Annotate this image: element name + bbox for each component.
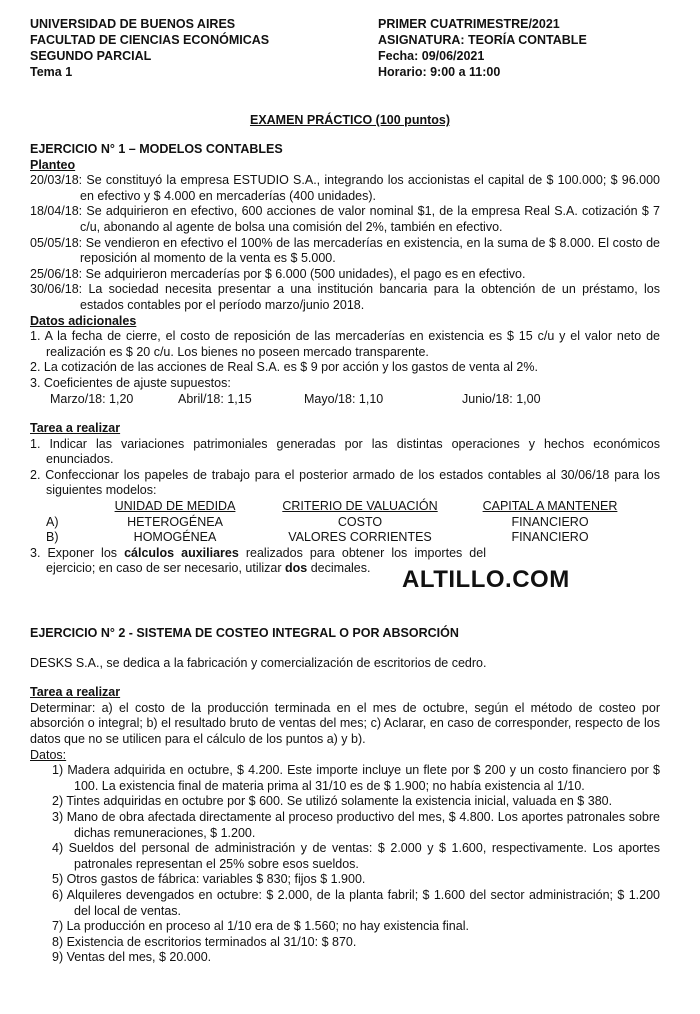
datos-item: 5) Otros gastos de fábrica: variables $ 830; fijos $ 1.900. xyxy=(52,872,366,887)
datos-item: 7) La producción en proceso al 1/10 era de $ 1.560; no hay existencia final. xyxy=(52,919,469,934)
subject: ASIGNATURA: TEORÍA CONTABLE xyxy=(378,33,587,47)
model-row: B) HOMOGÉNEA VALORES CORRIENTES FINANCIERO xyxy=(46,530,589,545)
col-capital: CAPITAL A MANTENER xyxy=(482,499,618,514)
datos-item: 3) Mano de obra afectada directamente al proceso productivo del mes, $ 4.800. Los aportes patronales sobre dichas remuneraciones, $ 1.200. xyxy=(52,809,660,840)
header-right xyxy=(378,16,587,80)
tarea-text: Determinar: a) el costo de la producción terminada en el mes de octubre, según el método de costeo por absorción o integral; b) el resultado bruto de ventas del mes; c) Aclarar, en caso de corresponder, respecto de los datos que no se utilicen para el cálculo de los puntos a) y b). xyxy=(30,700,660,746)
university-name: UNIVERSIDAD DE BUENOS AIRES xyxy=(30,17,236,31)
tarea-item-3: 3. Exponer los cálculos auxiliares realizados para obtener los importes del ejercicio; en caso de ser necesario, utilizar dos decimales. xyxy=(30,545,486,576)
coefficients-row xyxy=(30,392,660,408)
header-left xyxy=(30,16,269,80)
datos-item: 8) Existencia de escritorios terminados al 31/10: $ 870. xyxy=(52,934,357,949)
coef-june: Junio/18: 1,00 xyxy=(462,391,541,406)
planteo-item: 18/04/18: Se adquirieron en efectivo, 600 acciones de valor nominal $1, de la empresa Real S.A. cotización $ 7 c/u, abonando al agente de bolsa una comisión del 2%, también en efectivo. xyxy=(30,204,660,234)
col-criterio: CRITERIO DE VALUACIÓN xyxy=(282,499,438,514)
planteo-item: 30/06/18: La sociedad necesita presentar a una institución bancaria para la obtención de un préstamo, los estados contables por el período marzo/junio 2018. xyxy=(30,282,660,312)
datos-item: 4) Sueldos del personal de administración y de ventas: $ 2.000 y $ 1.600, respectivamente. Los aportes patronales representan el 25% sobre esos sueldos. xyxy=(52,841,660,871)
coef-april: Abril/18: 1,15 xyxy=(178,391,252,406)
datos-heading: Datos: xyxy=(30,747,67,762)
exercise-2-intro: DESKS S.A., se dedica a la fabricación y comercialización de escritorios de cedro. xyxy=(30,655,487,670)
exercise-2-title: EJERCICIO N° 2 - SISTEMA DE COSTEO INTEGRAL O POR ABSORCIÓN xyxy=(30,626,459,640)
exercise-1-title: EJERCICIO N° 1 – MODELOS CONTABLES xyxy=(30,142,283,156)
datos-item: 9) Ventas del mes, $ 20.000. xyxy=(52,950,212,965)
coef-may: Mayo/18: 1,10 xyxy=(304,391,384,406)
planteo-heading: Planteo xyxy=(30,157,76,172)
faculty-name: FACULTAD DE CIENCIAS ECONÓMICAS xyxy=(30,33,270,47)
datos-item: 2. La cotización de las acciones de Real S.A. es $ 9 por acción y los gastos de venta al 2%. xyxy=(30,360,538,375)
tarea-item: 2. Confeccionar los papeles de trabajo para el posterior armado de los estados contables al 30/06/18 para los siguientes modelos: xyxy=(30,467,660,498)
datos-item: 3. Coeficientes de ajuste supuestos: xyxy=(30,375,231,390)
models-header xyxy=(30,499,660,515)
exam-time: Horario: 9:00 a 11:00 xyxy=(378,65,501,79)
datos-adicionales-heading: Datos adicionales xyxy=(30,313,137,328)
exam-type: SEGUNDO PARCIAL xyxy=(30,49,152,63)
datos-item: 1) Madera adquirida en octubre, $ 4.200. Este importe incluye un flete por $ 200 y un costo financiero por $ 100. La existencia final de materia prima al 31/10 es de $ 1.900; no había existencia al 1/10. xyxy=(52,763,660,793)
watermark: ALTILLO.COM xyxy=(402,566,570,593)
term: PRIMER CUATRIMESTRE/2021 xyxy=(378,17,560,31)
exercise-1 xyxy=(30,142,660,577)
planteo-item: 20/03/18: Se constituyó la empresa ESTUDIO S.A., integrando los accionistas el capital de $ 100.000; $ 96.000 en efectivo y $ 4.000 en mercaderías (400 unidades). xyxy=(30,173,660,203)
col-unidad: UNIDAD DE MEDIDA xyxy=(114,499,236,514)
planteo-item: 05/05/18: Se vendieron en efectivo el 100% de las mercaderías en existencia, en la suma de $ 8.000. El costo de reposición al momento de la venta es $ 5.000. xyxy=(30,235,660,266)
tarea-item: 1. Indicar las variaciones patrimoniales generadas por las distintas operaciones y hechos económicos enunciados. xyxy=(30,436,660,467)
exam-date: Fecha: 09/06/2021 xyxy=(378,49,485,63)
exam-theme: Tema 1 xyxy=(30,65,73,79)
datos-item: 2) Tintes adquiridas en octubre por $ 600. Se utilizó solamente la existencia inicial, valuada en $ 380. xyxy=(52,794,613,809)
exercise-2 xyxy=(30,626,660,966)
model-row: A) HETEROGÉNEA COSTO FINANCIERO xyxy=(46,514,589,529)
planteo-item: 25/06/18: Se adquirieron mercaderías por $ 6.000 (500 unidades), el pago es en efectivo. xyxy=(30,266,526,281)
coef-march: Marzo/18: 1,20 xyxy=(50,391,134,406)
exam-title: EXAMEN PRÁCTICO (100 puntos) xyxy=(249,113,450,127)
datos-item: 1. A la fecha de cierre, el costo de reposición de las mercaderías en existencia es $ 15 c/u y el valor neto de realización es $ 20 c/u. Los bienes no poseen mercado transparente. xyxy=(30,329,660,359)
tarea-heading: Tarea a realizar xyxy=(30,685,121,700)
datos-item: 6) Alquileres devengados en octubre: $ 2.000, de la planta fabril; $ 1.600 del sector administración; $ 1.200 del local de ventas. xyxy=(52,887,660,918)
tarea-heading: Tarea a realizar xyxy=(30,421,121,436)
